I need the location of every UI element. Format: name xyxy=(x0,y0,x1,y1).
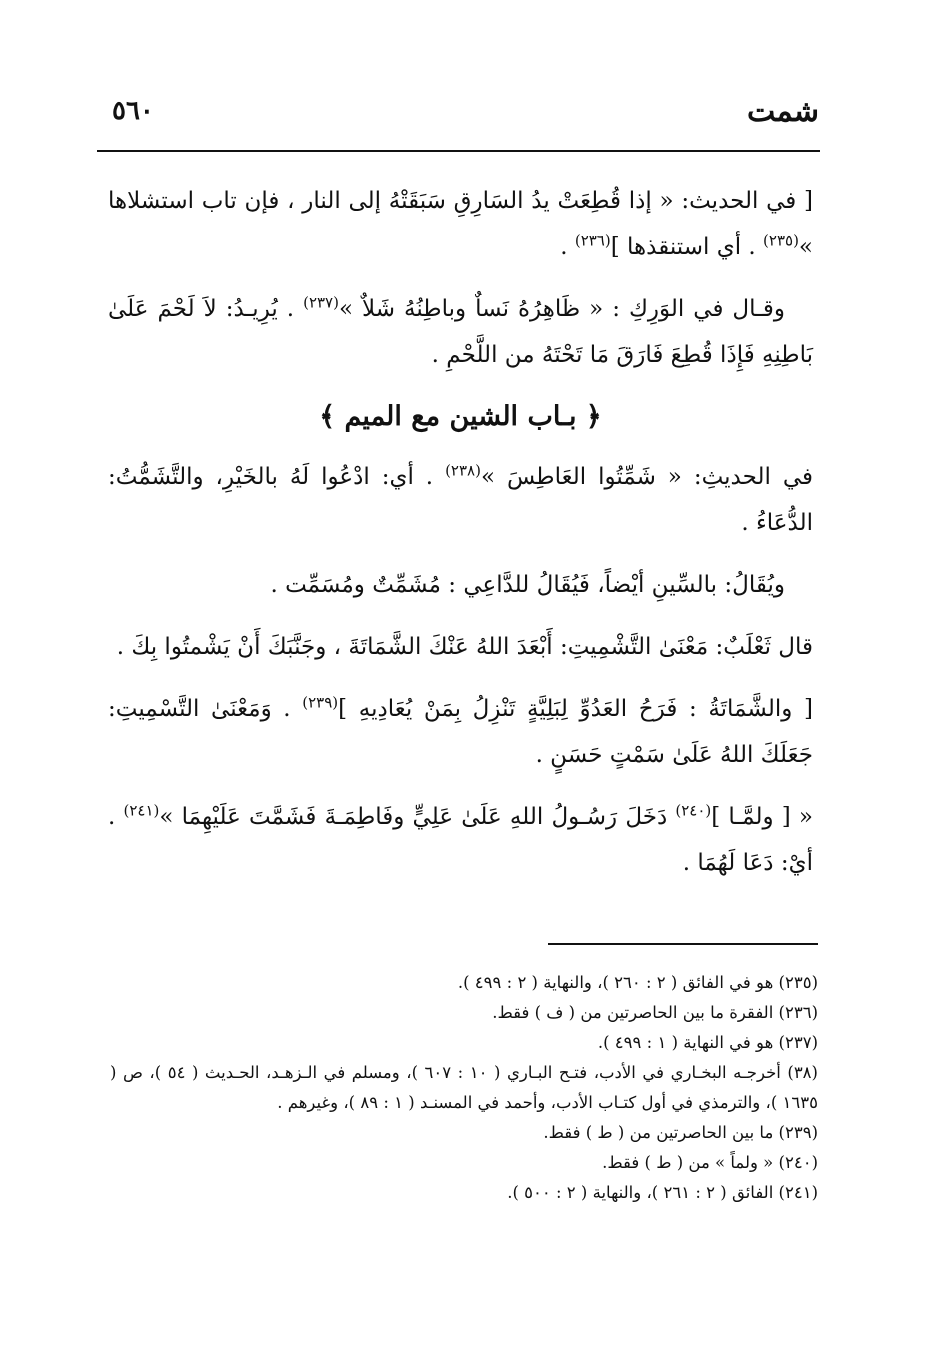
footnote-240: (٢٤٠) « ولماً » من ( ط ) فقط. xyxy=(602,1153,818,1172)
page-number: ٥٦٠ xyxy=(112,96,154,126)
footnote-235: (٢٣٥) هو في الفائق ( ٢ : ٢٦٠ )، والنهاية ( ٢ : ٤٩٩ ). xyxy=(457,973,818,992)
footnote-separator xyxy=(548,943,818,945)
footnote-238: (٣٨) أخرجـه البخـاري في الأدب، فتـح البـاري ( ١٠ : ٦٠٧ )، ومسلم في الـزهـد، الحـديث ( ٥٤ )، ص ( ١٦٣٥ )، والترمذي في أول كتـاب الأدب، وأحمد في المسنـد ( ١ : ٨٩ )، وغيرهم . xyxy=(110,1063,818,1112)
paragraph-7 xyxy=(108,794,813,886)
footnote-ref-241[interactable]: (٢٤١) xyxy=(123,801,160,820)
paragraph-4: ويُقَالُ: بالسِّينِ أيْضاً، فَيُقَالُ للدَّاعِي : مُشَمِّتٌ ومُسَمِّت . xyxy=(270,572,785,598)
footnote-239: (٢٣٩) ما بين الحاصرتين من ( ط ) فقط. xyxy=(543,1123,818,1142)
footnote-ref-239[interactable]: (٢٣٩) xyxy=(302,693,339,712)
footnote-237: (٢٣٧) هو في النهاية ( ١ : ٤٩٩ ). xyxy=(597,1033,818,1052)
running-head-word: شمت xyxy=(747,94,819,129)
p6-text: [ والشَّمَاتَةُ : فَرَحُ العَدُوِّ لِبَلِيَّةٍ تَنْزِلُ بِمَنْ يُعَادِيهِ ] xyxy=(338,696,813,722)
footnote-ref-237[interactable]: (٢٣٧) xyxy=(303,293,339,312)
p7-text: دَخَلَ رَسُـولُ اللهِ عَلَىٰ عَلِيٍّ وفَاطِمَـةَ فَشَمَّتَ عَلَيْهِمَا » xyxy=(159,804,676,830)
paragraph-5: قال ثَعْلَبٌ: مَعْنَىٰ التَّشْمِيتِ: أَبْعَدَ اللهُ عَنْكَ الشَّمَاتَةَ ، وجَنَّبَكَ أَنْ يَشْمتُوا بِكَ . xyxy=(116,634,813,660)
footnote-ref-236[interactable]: (٢٣٦) xyxy=(574,231,611,250)
footnote-ref-238[interactable]: (٢٣٨) xyxy=(445,461,481,480)
footnotes xyxy=(110,968,818,1208)
p6-end: . وَمَعْنَىٰ التَّسْمِيتِ: جَعَلَكَ اللهُ عَلَىٰ سَمْتٍ حَسَنٍ . xyxy=(108,696,813,768)
p7-end: . أيْ: دَعَا لَهُمَا . xyxy=(108,804,813,876)
p3-text: في الحديثِ: « شَمِّتُوا العَاطِسَ » xyxy=(480,464,813,490)
footnote-236: (٢٣٦) الفقرة ما بين الحاصرتين من ( ف ) فقط. xyxy=(492,1003,818,1022)
footnote-ref-240[interactable]: (٢٤٠) xyxy=(675,801,712,820)
paragraph-2 xyxy=(108,286,813,378)
p3-end: . أي: ادْعُوا لَهُ بالخَيْرِ، والتَّشَمُّتُ: الدُّعَاءُ . xyxy=(108,464,813,536)
footnote-241: (٢٤١) الفائق ( ٢ : ٢٦١ )، والنهاية ( ٢ : ٥٠٠ ). xyxy=(507,1183,818,1202)
main-text xyxy=(108,178,813,902)
p1-mid: . أي استنقذها ] xyxy=(610,234,764,260)
paragraph-3 xyxy=(108,454,813,546)
p2-end: . يُرِيـدُ: لاَ لَحْمَ عَلَىٰ بَاطِنِهِ فَإِذَا قُطِعَ فَارَقَ مَا تَحْتَهُ من اللَّحْمِ . xyxy=(108,296,813,368)
paragraph-1 xyxy=(108,178,813,270)
p1-end: . xyxy=(560,234,575,260)
p1-text: [ في الحديث: « إذا قُطِعَتْ يدُ السَارِقِ سَبَقَتْهُ إلى النار ، فإن تاب استشلاها » xyxy=(108,188,813,260)
footnote-ref-235[interactable]: (٢٣٥) xyxy=(763,231,799,250)
header-rule xyxy=(97,150,820,152)
p2-text: وقـال في الوَرِكِ : « ظَاهِرُهُ نَساٌ وباطِنُهُ شَلاٌ » xyxy=(338,296,785,322)
paragraph-6 xyxy=(108,686,813,778)
chapter-title: ﴿ بـاب الشين مع الميم ﴾ xyxy=(319,401,602,432)
p7-start: « [ ولمَّـا ] xyxy=(711,804,813,830)
